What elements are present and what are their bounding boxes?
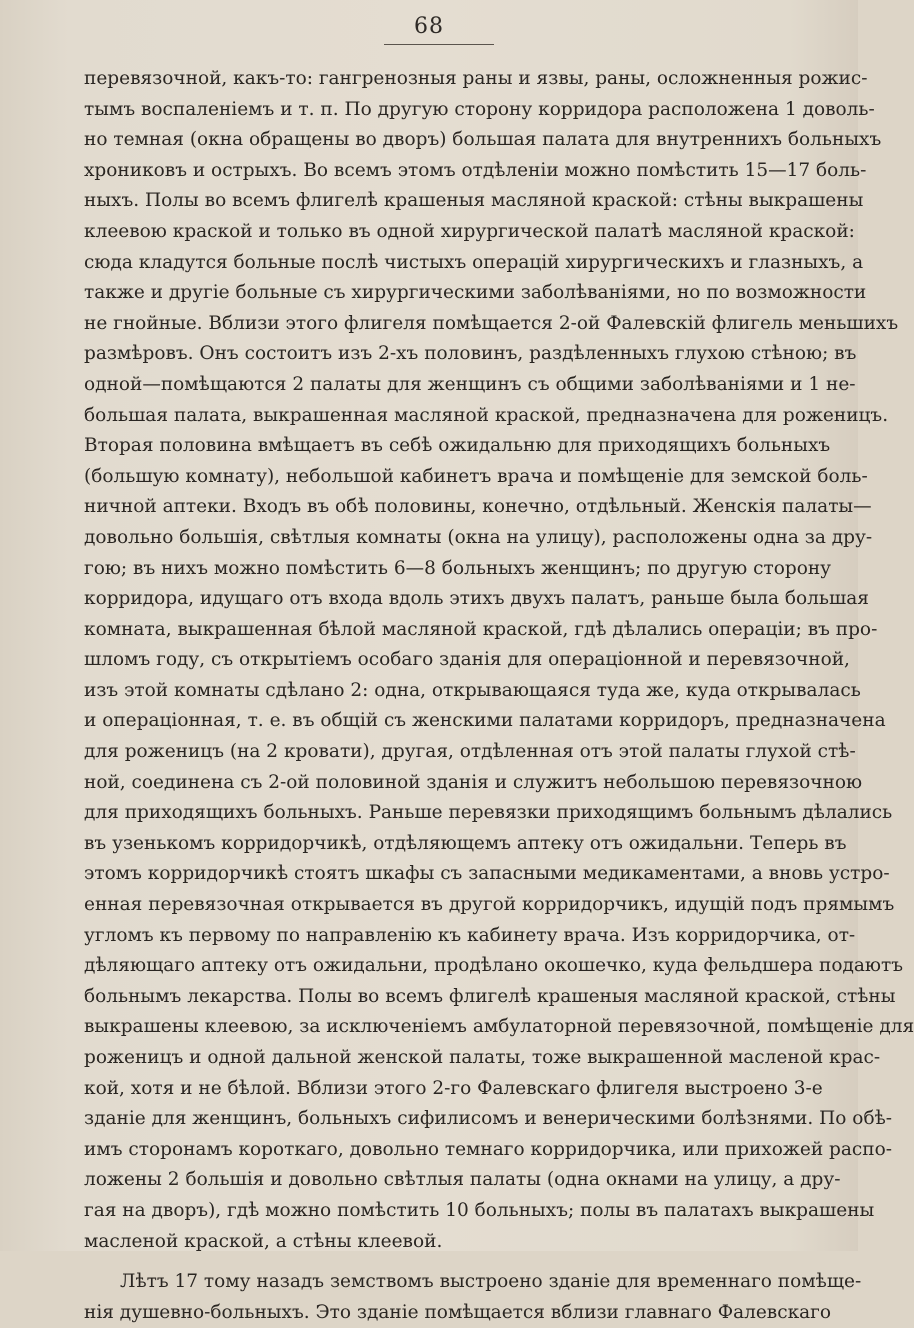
header-rule — [384, 44, 494, 45]
text-line: енная перевязочная открывается въ другой корридорчикъ, идущій подъ прямымъ — [84, 894, 895, 916]
text-line: клеевою краской и только въ одной хирургической палатѣ масляной краской: — [84, 220, 855, 242]
text-line: въ узенькомъ корридорчикѣ, отдѣляющемъ аптеку отъ ожидальни. Теперь въ — [84, 832, 847, 854]
text-line: для приходящихъ больныхъ. Раньше перевязки приходящимъ больнымъ дѣлались — [84, 802, 893, 824]
text-line: размѣровъ. Онъ состоитъ изъ 2-хъ половинъ, раздѣленныхъ глухою стѣною; въ — [84, 343, 857, 365]
text-line: выкрашены клеевою, за исключеніемъ амбулаторной перевязочной, помѣщеніе для — [84, 1016, 914, 1038]
text-line: Лѣтъ 17 тому назадъ земствомъ выстроено зданіе для временнаго помѣще- — [120, 1271, 862, 1293]
text-line: этомъ корридорчикѣ стоятъ шкафы съ запасными медикаментами, а вновь устро- — [84, 863, 890, 885]
text-line: масленой краской, а стѣны клеевой. — [84, 1230, 443, 1252]
text-line: комната, выкрашенная бѣлой масляной краской, гдѣ дѣлались операціи; въ про- — [84, 618, 878, 640]
text-line: ничной аптеки. Входъ въ обѣ половины, конечно, отдѣльный. Женскія палаты— — [84, 496, 872, 518]
text-line: ложены 2 большія и довольно свѣтлыя палаты (одна окнами на улицу, а дру- — [84, 1169, 841, 1191]
text-line: (большую комнату), небольшой кабинетъ врача и помѣщеніе для земской боль- — [84, 465, 868, 487]
text-line: Вторая половина вмѣщаетъ въ себѣ ожидальню для приходящихъ больныхъ — [84, 435, 831, 457]
text-line: кой, хотя и не бѣлой. Вблизи этого 2-го Фалевскаго флигеля выстроено 3-е — [84, 1077, 823, 1099]
text-line: одной—помѣщаются 2 палаты для женщинъ съ общими заболѣваніями и 1 не- — [84, 373, 856, 395]
text-line: для роженицъ (на 2 кровати), другая, отдѣленная отъ этой палаты глухой стѣ- — [84, 741, 856, 763]
text-line: имъ сторонамъ короткаго, довольно темнаго корридорчика, или прихожей распо- — [84, 1138, 892, 1160]
paragraph-gap — [84, 1257, 810, 1267]
text-line: и операціонная, т. е. въ общій съ женскими палатами корридоръ, предназначена — [84, 710, 886, 732]
text-line: нія душевно-больныхъ. Это зданіе помѣщается вблизи главнаго Фалевскаго — [84, 1301, 831, 1323]
text-line: ной, соединена съ 2-ой половиной зданія и служитъ небольшою перевязочною — [84, 771, 863, 793]
text-line: но темная (окна обращены во дворъ) большая палата для внутреннихъ больныхъ — [84, 129, 882, 151]
text-line: роженицъ и одной дальной женской палаты, тоже выкрашенной масленой крас- — [84, 1047, 881, 1068]
text-line: сюда кладутся больные послѣ чистыхъ операцій хирургическихъ и глазныхъ, а — [84, 251, 864, 273]
text-line: ныхъ. Полы во всемъ флигелѣ крашеныя масляной краской: стѣны выкрашены — [84, 190, 864, 212]
text-line: гая на дворъ), гдѣ можно помѣстить 10 больныхъ; полы въ палатахъ выкрашены — [84, 1199, 875, 1221]
text-line: довольно большія, свѣтлыя комнаты (окна на улицу), расположены одна за дру- — [84, 526, 873, 548]
body-text — [84, 64, 914, 1328]
text-line: зданіе для женщинъ, больныхъ сифилисомъ и венерическими болѣзнями. По обѣ- — [84, 1108, 892, 1130]
text-line: тымъ воспаленіемъ и т. п. По другую сторону корридора расположена 1 доволь- — [84, 98, 875, 120]
text-line: угломъ къ первому по направленію къ кабинету врача. Изъ корридорчика, от- — [84, 924, 856, 946]
text-line: также и другіе больные съ хирургическими заболѣваніями, но по возможности — [84, 282, 867, 304]
page-number: 68 — [414, 14, 444, 39]
text-line: дѣляющаго аптеку отъ ожидальни, продѣлано окошечко, куда фельдшера подаютъ — [84, 955, 904, 977]
text-line: хрониковъ и острыхъ. Во всемъ этомъ отдѣленіи можно помѣстить 15—17 боль- — [84, 159, 867, 181]
text-line: корридора, идущаго отъ входа вдоль этихъ двухъ палатъ, раньше была большая — [84, 588, 869, 610]
text-line: не гнойные. Вблизи этого флигеля помѣщается 2-ой Фалевскій флигель меньшихъ — [84, 312, 899, 334]
text-line: большая палата, выкрашенная масляной краской, предназначена для роженицъ. — [84, 404, 889, 426]
text-line: гою; въ нихъ можно помѣстить 6—8 больныхъ женщинъ; по другую сторону — [84, 557, 832, 579]
text-line: перевязочной, какъ-то: гангренозныя раны и язвы, раны, осложненныя рожис- — [84, 68, 868, 89]
text-line: изъ этой комнаты сдѣлано 2: одна, открывающаяся туда же, куда открывалась — [84, 679, 861, 701]
text-line: больнымъ лекарства. Полы во всемъ флигелѣ крашеныя масляной краской, стѣны — [84, 985, 896, 1007]
text-line: шломъ году, съ открытіемъ особаго зданія для операціонной и перевязочной, — [84, 649, 850, 671]
